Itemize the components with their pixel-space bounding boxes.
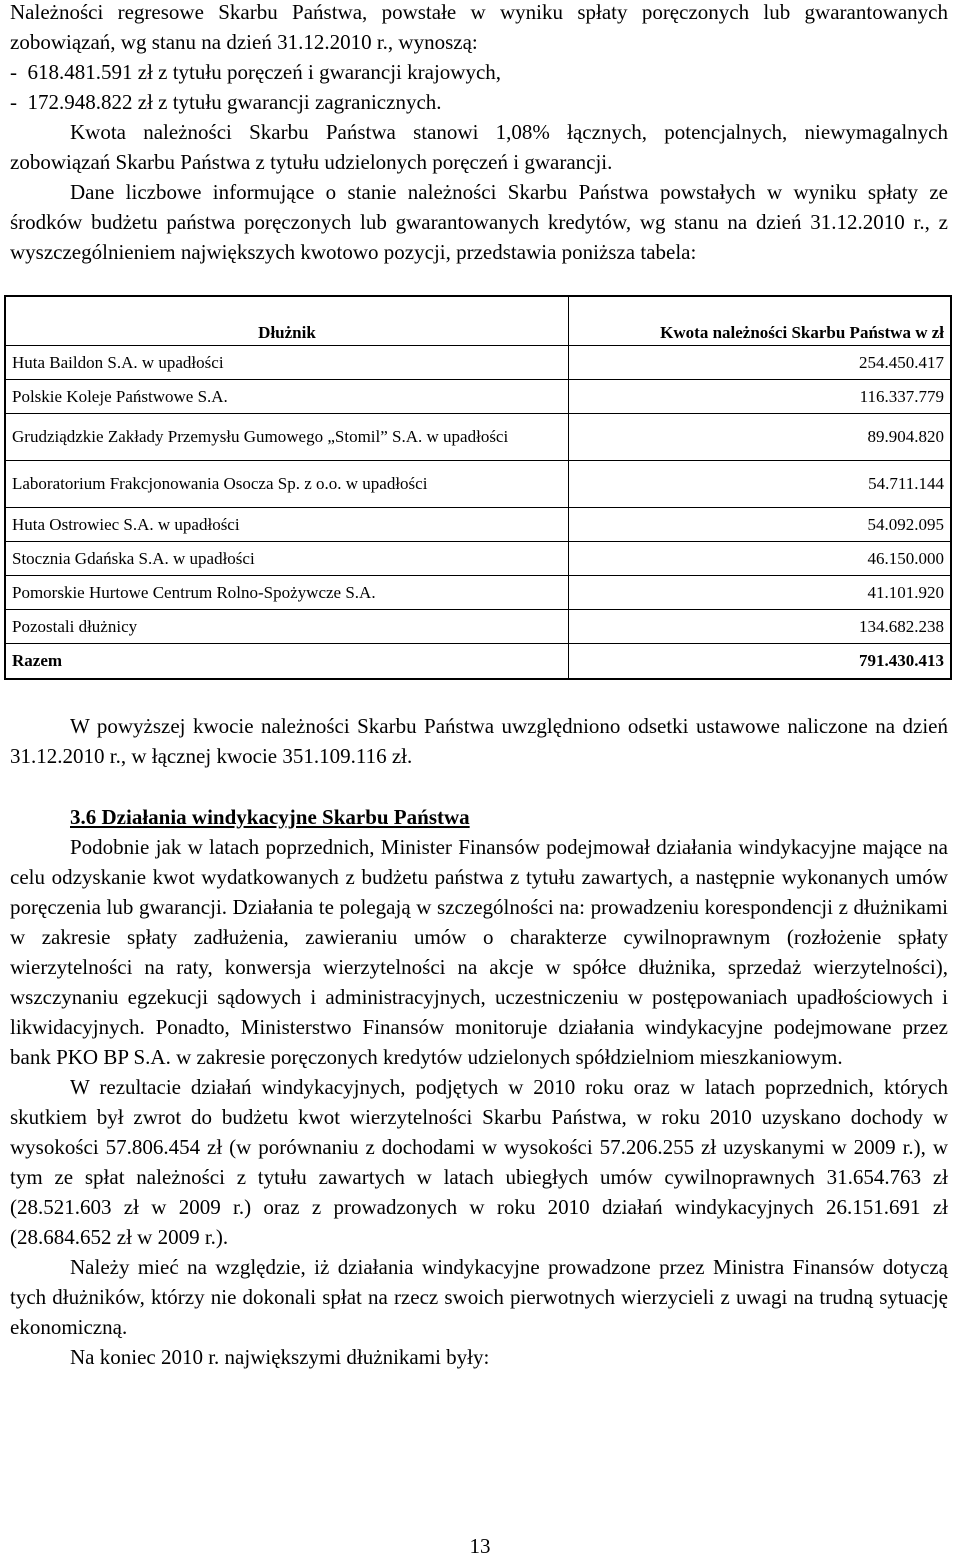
table-total-row xyxy=(5,644,951,680)
section-paragraph: Na koniec 2010 r. największymi dłużnikami były: xyxy=(70,1345,490,1369)
table-row xyxy=(5,414,951,461)
section-paragraph: Należy mieć na względzie, iż działania windykacyjne prowadzone przez Ministra Finansów dotyczą tych dłużników, którzy nie dokonali spłat na rzecz swoich pierwotnych wierzycieli z uwagi na trudną sytuację ekonomiczną. xyxy=(10,1255,948,1339)
debtor-cell: Huta Baildon S.A. w upadłości xyxy=(5,346,569,380)
debtor-cell: Polskie Koleje Państwowe S.A. xyxy=(5,380,569,414)
table-row xyxy=(5,380,951,414)
table-row xyxy=(5,346,951,380)
table-row xyxy=(5,508,951,542)
total-amount: 791.430.413 xyxy=(569,644,952,680)
amount-cell: 41.101.920 xyxy=(569,576,952,610)
page-number: 13 xyxy=(469,1534,491,1558)
share-paragraph: Kwota należności Skarbu Państwa stanowi 1,08% łącznych, potencjalnych, niewymagalnych zobowiązań Skarbu Państwa z tytułu udzielonych poręczeń i gwarancji. xyxy=(10,120,948,174)
debtor-cell: Stocznia Gdańska S.A. w upadłości xyxy=(5,542,569,576)
amount-cell: 116.337.779 xyxy=(569,380,952,414)
debtor-cell: Huta Ostrowiec S.A. w upadłości xyxy=(5,508,569,542)
debtor-cell: Pozostali dłużnicy xyxy=(5,610,569,644)
amount-cell: 54.711.144 xyxy=(569,461,952,508)
table-body xyxy=(5,346,951,644)
table-intro-paragraph: Dane liczbowe informujące o stanie należności Skarbu Państwa powstałych w wyniku spłaty ze środków budżetu państwa poręczonych lub gwarantowanych kredytów, wg stanu na dzień 31.12.2010 r., z wyszczególnieniem największych kwotowo pozycji, przedstawia poniższa tabela: xyxy=(10,180,948,264)
list-item: - 172.948.822 zł z tytułu gwarancji zagranicznych. xyxy=(10,90,442,114)
table-header-row xyxy=(5,296,951,346)
table-row xyxy=(5,542,951,576)
interest-note: W powyższej kwocie należności Skarbu Państwa uwzględniono odsetki ustawowe naliczone na dzień 31.12.2010 r., w łącznej kwocie 351.109.116 zł. xyxy=(10,714,948,768)
table-row xyxy=(5,461,951,508)
list-item: - 618.481.591 zł z tytułu poręczeń i gwarancji krajowych, xyxy=(10,60,502,84)
intro-paragraph: Należności regresowe Skarbu Państwa, powstałe w wyniku spłaty poręczonych lub gwarantowanych zobowiązań, wg stanu na dzień 31.12.2010 r., wynoszą: xyxy=(10,0,948,54)
total-label: Razem xyxy=(5,644,569,680)
debtor-cell: Laboratorium Frakcjonowania Osocza Sp. z o.o. w upadłości xyxy=(5,461,569,508)
header-debtor: Dłużnik xyxy=(5,296,569,346)
section-heading: 3.6 Działania windykacyjne Skarbu Państwa xyxy=(70,805,470,829)
amount-cell: 89.904.820 xyxy=(569,414,952,461)
amount-cell: 54.092.095 xyxy=(569,508,952,542)
table-row xyxy=(5,576,951,610)
section-paragraph: W rezultacie działań windykacyjnych, podjętych w 2010 roku oraz w latach poprzednich, których skutkiem był zwrot do budżetu kwot wierzytelności Skarbu Państwa, w roku 2010 uzyskano dochody w wysokości 57.806.454 zł (w porównaniu z dochodami w wysokości 57.206.255 zł uzyskanymi w 2009 r.), w tym ze spłat należności z tytułu zawartych w latach ubiegłych umów cywilnoprawnych 31.654.763 zł (28.521.603 zł w 2009 r.) oraz z prowadzonych w roku 2010 działań windykacyjnych 26.151.691 zł (28.684.652 zł w 2009 r.). xyxy=(10,1075,948,1249)
document-page xyxy=(10,0,948,1372)
debtor-cell: Pomorskie Hurtowe Centrum Rolno-Spożywcze S.A. xyxy=(5,576,569,610)
receivables-table xyxy=(4,295,952,680)
header-amount: Kwota należności Skarbu Państwa w zł xyxy=(569,296,952,346)
amount-cell: 254.450.417 xyxy=(569,346,952,380)
debtor-cell: Grudziądzkie Zakłady Przemysłu Gumowego „Stomil” S.A. w upadłości xyxy=(5,414,569,461)
amount-cell: 46.150.000 xyxy=(569,542,952,576)
section-paragraph: Podobnie jak w latach poprzednich, Minister Finansów podejmował działania windykacyjne mające na celu odzyskanie kwot wydatkowanych z budżetu państwa z tytułu zawartych, a następnie wykonanych umów poręczenia lub gwarancji. Działania te polegają w szczególności na: prowadzeniu korespondencji z dłużnikami w zakresie spłaty zadłużenia, zawieraniu umów o charakterze cywilnoprawnym (rozłożenie spłaty wierzytelności na raty, konwersja wierzytelności na akcje w spółce dłużnika, sprzedaż wierzytelności), wszczynaniu egzekucji sądowych i administracyjnych, uczestniczeniu w postępowaniach upadłościowych i likwidacyjnych. Ponadto, Ministerstwo Finansów monitoruje działania windykacyjne podejmowane przez bank PKO BP S.A. w zakresie poręczonych kredytów udzielonych spółdzielniom mieszkaniowym. xyxy=(10,835,948,1069)
amount-cell: 134.682.238 xyxy=(569,610,952,644)
table-row xyxy=(5,610,951,644)
